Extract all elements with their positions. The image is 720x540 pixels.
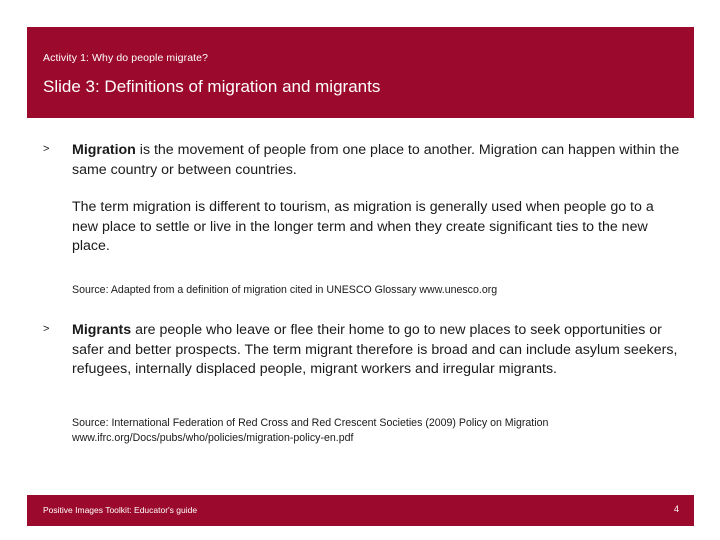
slide-footer bbox=[27, 495, 694, 526]
term-migration: Migration bbox=[72, 142, 136, 158]
migration-definition bbox=[72, 141, 682, 180]
migration-source: Source: Adapted from a definition of migration cited in UNESCO Glossary www.unesco.org bbox=[72, 284, 498, 296]
activity-label: Activity 1: Why do people migrate? bbox=[43, 52, 209, 64]
bullet-marker: > bbox=[43, 143, 50, 155]
migration-tourism-note: The term migration is different to tourism, as migration is generally used when people go to a new place to settle or live in the longer term and when they create significant ties to the new place. bbox=[72, 199, 654, 254]
slide-title: Slide 3: Definitions of migration and migrants bbox=[43, 77, 381, 96]
migration-definition-text: is the movement of people from one place to another. Migration can happen within the same country or between countries. bbox=[72, 142, 680, 178]
page-number: 4 bbox=[673, 504, 679, 514]
footer-label: Positive Images Toolkit: Educator's guide bbox=[43, 505, 198, 515]
term-migrants: Migrants bbox=[72, 322, 132, 338]
migrants-definition bbox=[72, 321, 682, 380]
migrants-definition-text: are people who leave or flee their home to go to new places to seek opportunities or safer and better prospects. The term migrant therefore is broad and can include asylum seekers, refugees, internally displaced people, migrant workers and irregular migrants. bbox=[72, 322, 678, 377]
bullet-marker: > bbox=[43, 323, 50, 335]
migrants-source: Source: International Federation of Red Cross and Red Crescent Societies (2009) Policy on Migration www.ifrc.org/Docs/pubs/who/policies/migration-policy-en.pdf bbox=[72, 417, 549, 444]
slide-header bbox=[27, 27, 694, 118]
